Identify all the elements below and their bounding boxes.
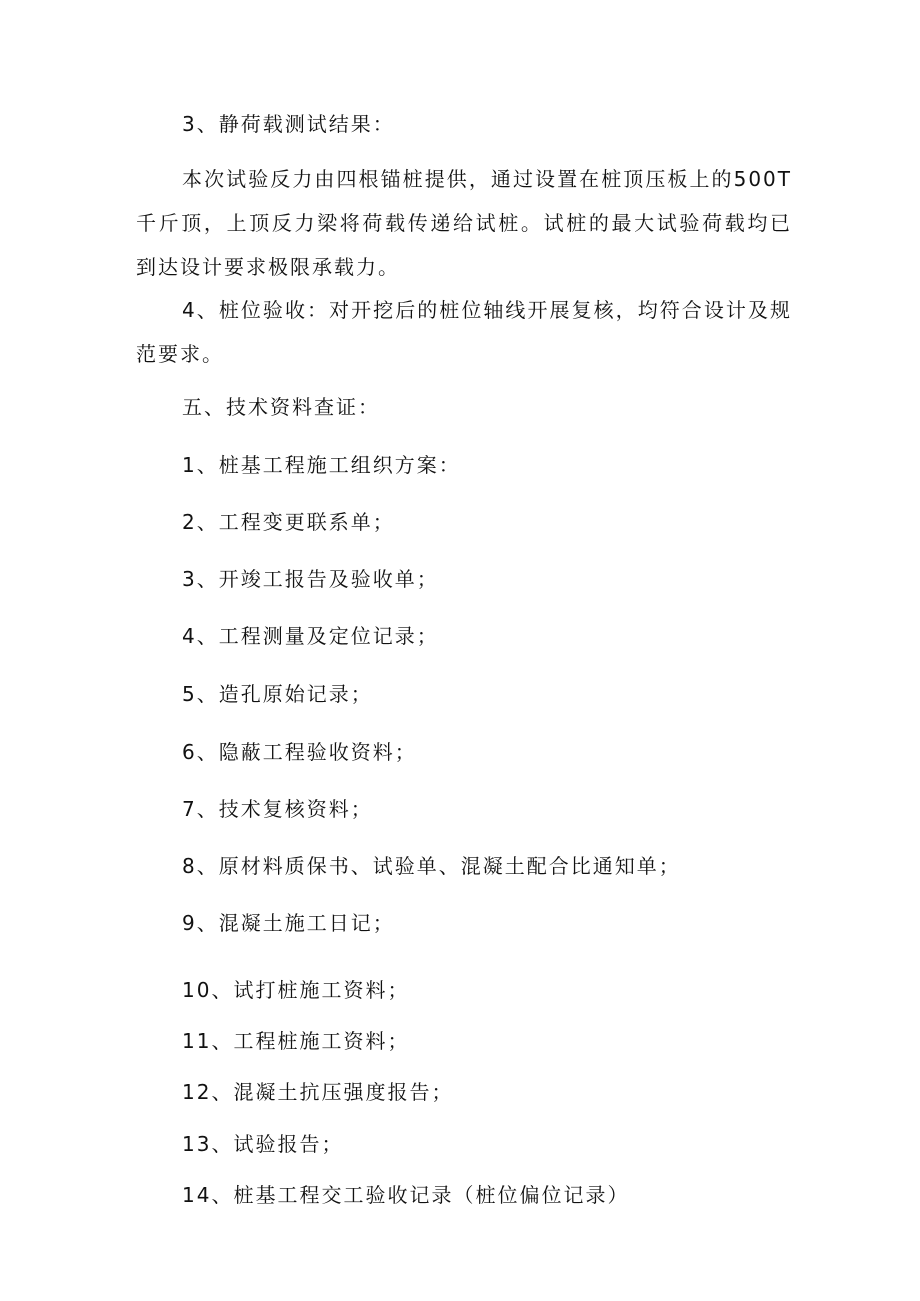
list-item: 8、原材料质保书、试验单、混凝土配合比通知单； (182, 854, 681, 878)
list-item: 2、工程变更联系单； (182, 510, 395, 534)
load-test-paragraph: 本次试验反力由四根锚桩提供，通过设置在桩顶压板上的500T千斤顶，上顶反力梁将荷载传递给试桩。试桩的最大试验荷载均已到达设计要求极限承载力。 (136, 167, 792, 279)
list-item: 5、造孔原始记录； (182, 682, 373, 706)
list-item: 7、技术复核资料； (182, 797, 373, 821)
list-item: 3、开竣工报告及验收单； (182, 567, 439, 591)
list-item: 6、隐蔽工程验收资料； (182, 740, 417, 764)
pile-position-paragraph: 4、桩位验收：对开挖后的桩位轴线开展复核，均符合设计及规范要求。 (136, 298, 792, 366)
list-item: 14、桩基工程交工验收记录（桩位偏位记录） (182, 1183, 630, 1207)
list-item: 11、工程桩施工资料； (182, 1029, 410, 1053)
list-item: 13、试验报告； (182, 1132, 344, 1156)
list-item: 10、试打桩施工资料； (182, 978, 410, 1002)
list-item: 4、工程测量及定位记录； (182, 624, 439, 648)
list-item: 1、桩基工程施工组织方案： (182, 453, 461, 477)
load-test-result-heading: 3、静荷载测试结果： (182, 112, 395, 136)
list-item: 9、混凝土施工日记； (182, 911, 395, 935)
list-item: 12、混凝土抗压强度报告； (182, 1080, 454, 1104)
section-5-title: 五、技术资料查证： (182, 395, 380, 419)
